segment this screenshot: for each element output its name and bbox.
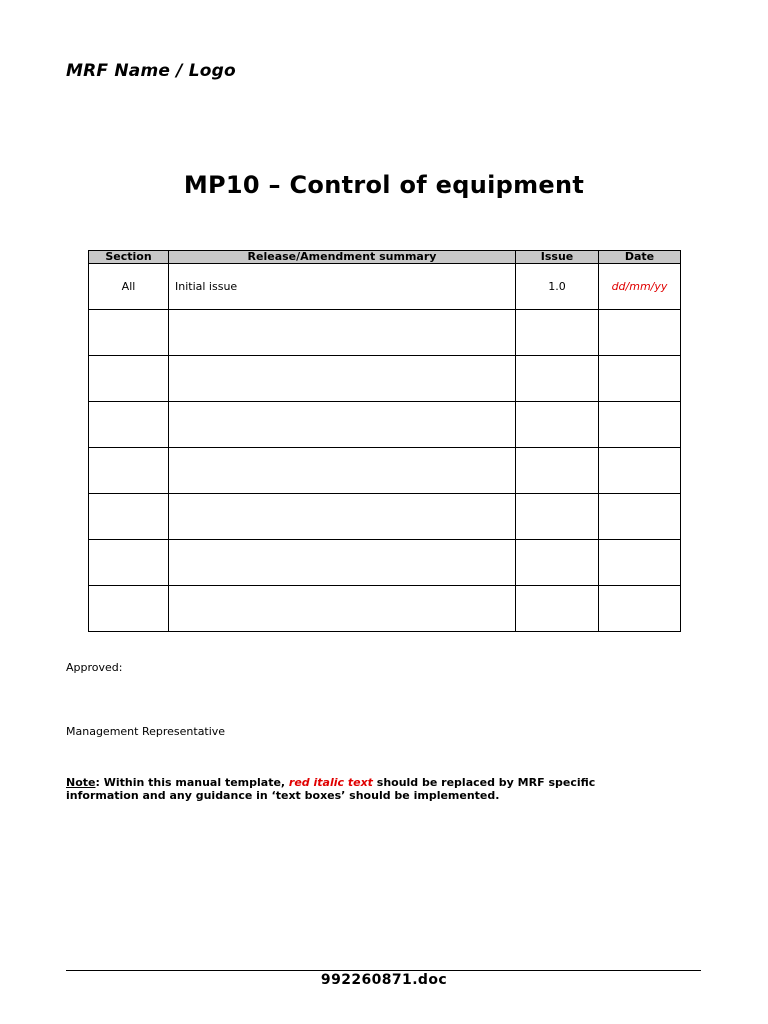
cell-section: [89, 402, 169, 448]
column-header-issue: Issue: [516, 251, 599, 264]
table-row: [89, 402, 681, 448]
cell-issue: [516, 356, 599, 402]
column-header-date: Date: [599, 251, 681, 264]
cell-date: dd/mm/yy: [599, 264, 681, 310]
table-row: [89, 448, 681, 494]
cell-issue: [516, 310, 599, 356]
cell-issue: [516, 402, 599, 448]
cell-issue: [516, 448, 599, 494]
cell-summary: Initial issue: [169, 264, 516, 310]
footer-filename: 992260871.doc: [320, 972, 448, 988]
cell-section: [89, 586, 169, 632]
mrf-logo-placeholder: MRF Name / Logo: [66, 61, 236, 81]
note-red-text: red italic text: [288, 776, 373, 789]
table-row: [89, 586, 681, 632]
amendment-table: [88, 250, 681, 632]
table-row: [89, 264, 681, 310]
cell-date: [599, 540, 681, 586]
footer-divider: [66, 970, 701, 971]
document-title: MP10 – Control of equipment: [183, 171, 585, 199]
cell-section: [89, 540, 169, 586]
cell-section: [89, 356, 169, 402]
cell-issue: [516, 540, 599, 586]
cell-summary: [169, 540, 516, 586]
cell-summary: [169, 356, 516, 402]
cell-date: [599, 448, 681, 494]
cell-issue: 1.0: [516, 264, 599, 310]
table-header-row: [89, 251, 681, 264]
management-representative-label: Management Representative: [66, 725, 226, 738]
column-header-summary: Release/Amendment summary: [169, 251, 516, 264]
table-body: [89, 264, 681, 632]
table-row: [89, 310, 681, 356]
cell-issue: [516, 586, 599, 632]
cell-section: [89, 448, 169, 494]
cell-summary: [169, 586, 516, 632]
approved-label: Approved:: [66, 661, 123, 674]
cell-date: [599, 402, 681, 448]
table-row: [89, 356, 681, 402]
cell-date: [599, 310, 681, 356]
cell-summary: [169, 310, 516, 356]
cell-summary: [169, 494, 516, 540]
template-note: [66, 776, 666, 802]
note-label: Note: [66, 776, 96, 789]
cell-date: [599, 586, 681, 632]
cell-date: [599, 356, 681, 402]
cell-section: [89, 310, 169, 356]
cell-section: All: [89, 264, 169, 310]
cell-issue: [516, 494, 599, 540]
table-row: [89, 540, 681, 586]
cell-summary: [169, 402, 516, 448]
cell-section: [89, 494, 169, 540]
cell-date: [599, 494, 681, 540]
column-header-section: Section: [89, 251, 169, 264]
note-text-after: should be replaced by MRF specific information and any guidance in ‘text boxes’ should be implemented.: [66, 776, 596, 802]
cell-summary: [169, 448, 516, 494]
table-row: [89, 494, 681, 540]
note-text-before: : Within this manual template,: [95, 776, 289, 789]
